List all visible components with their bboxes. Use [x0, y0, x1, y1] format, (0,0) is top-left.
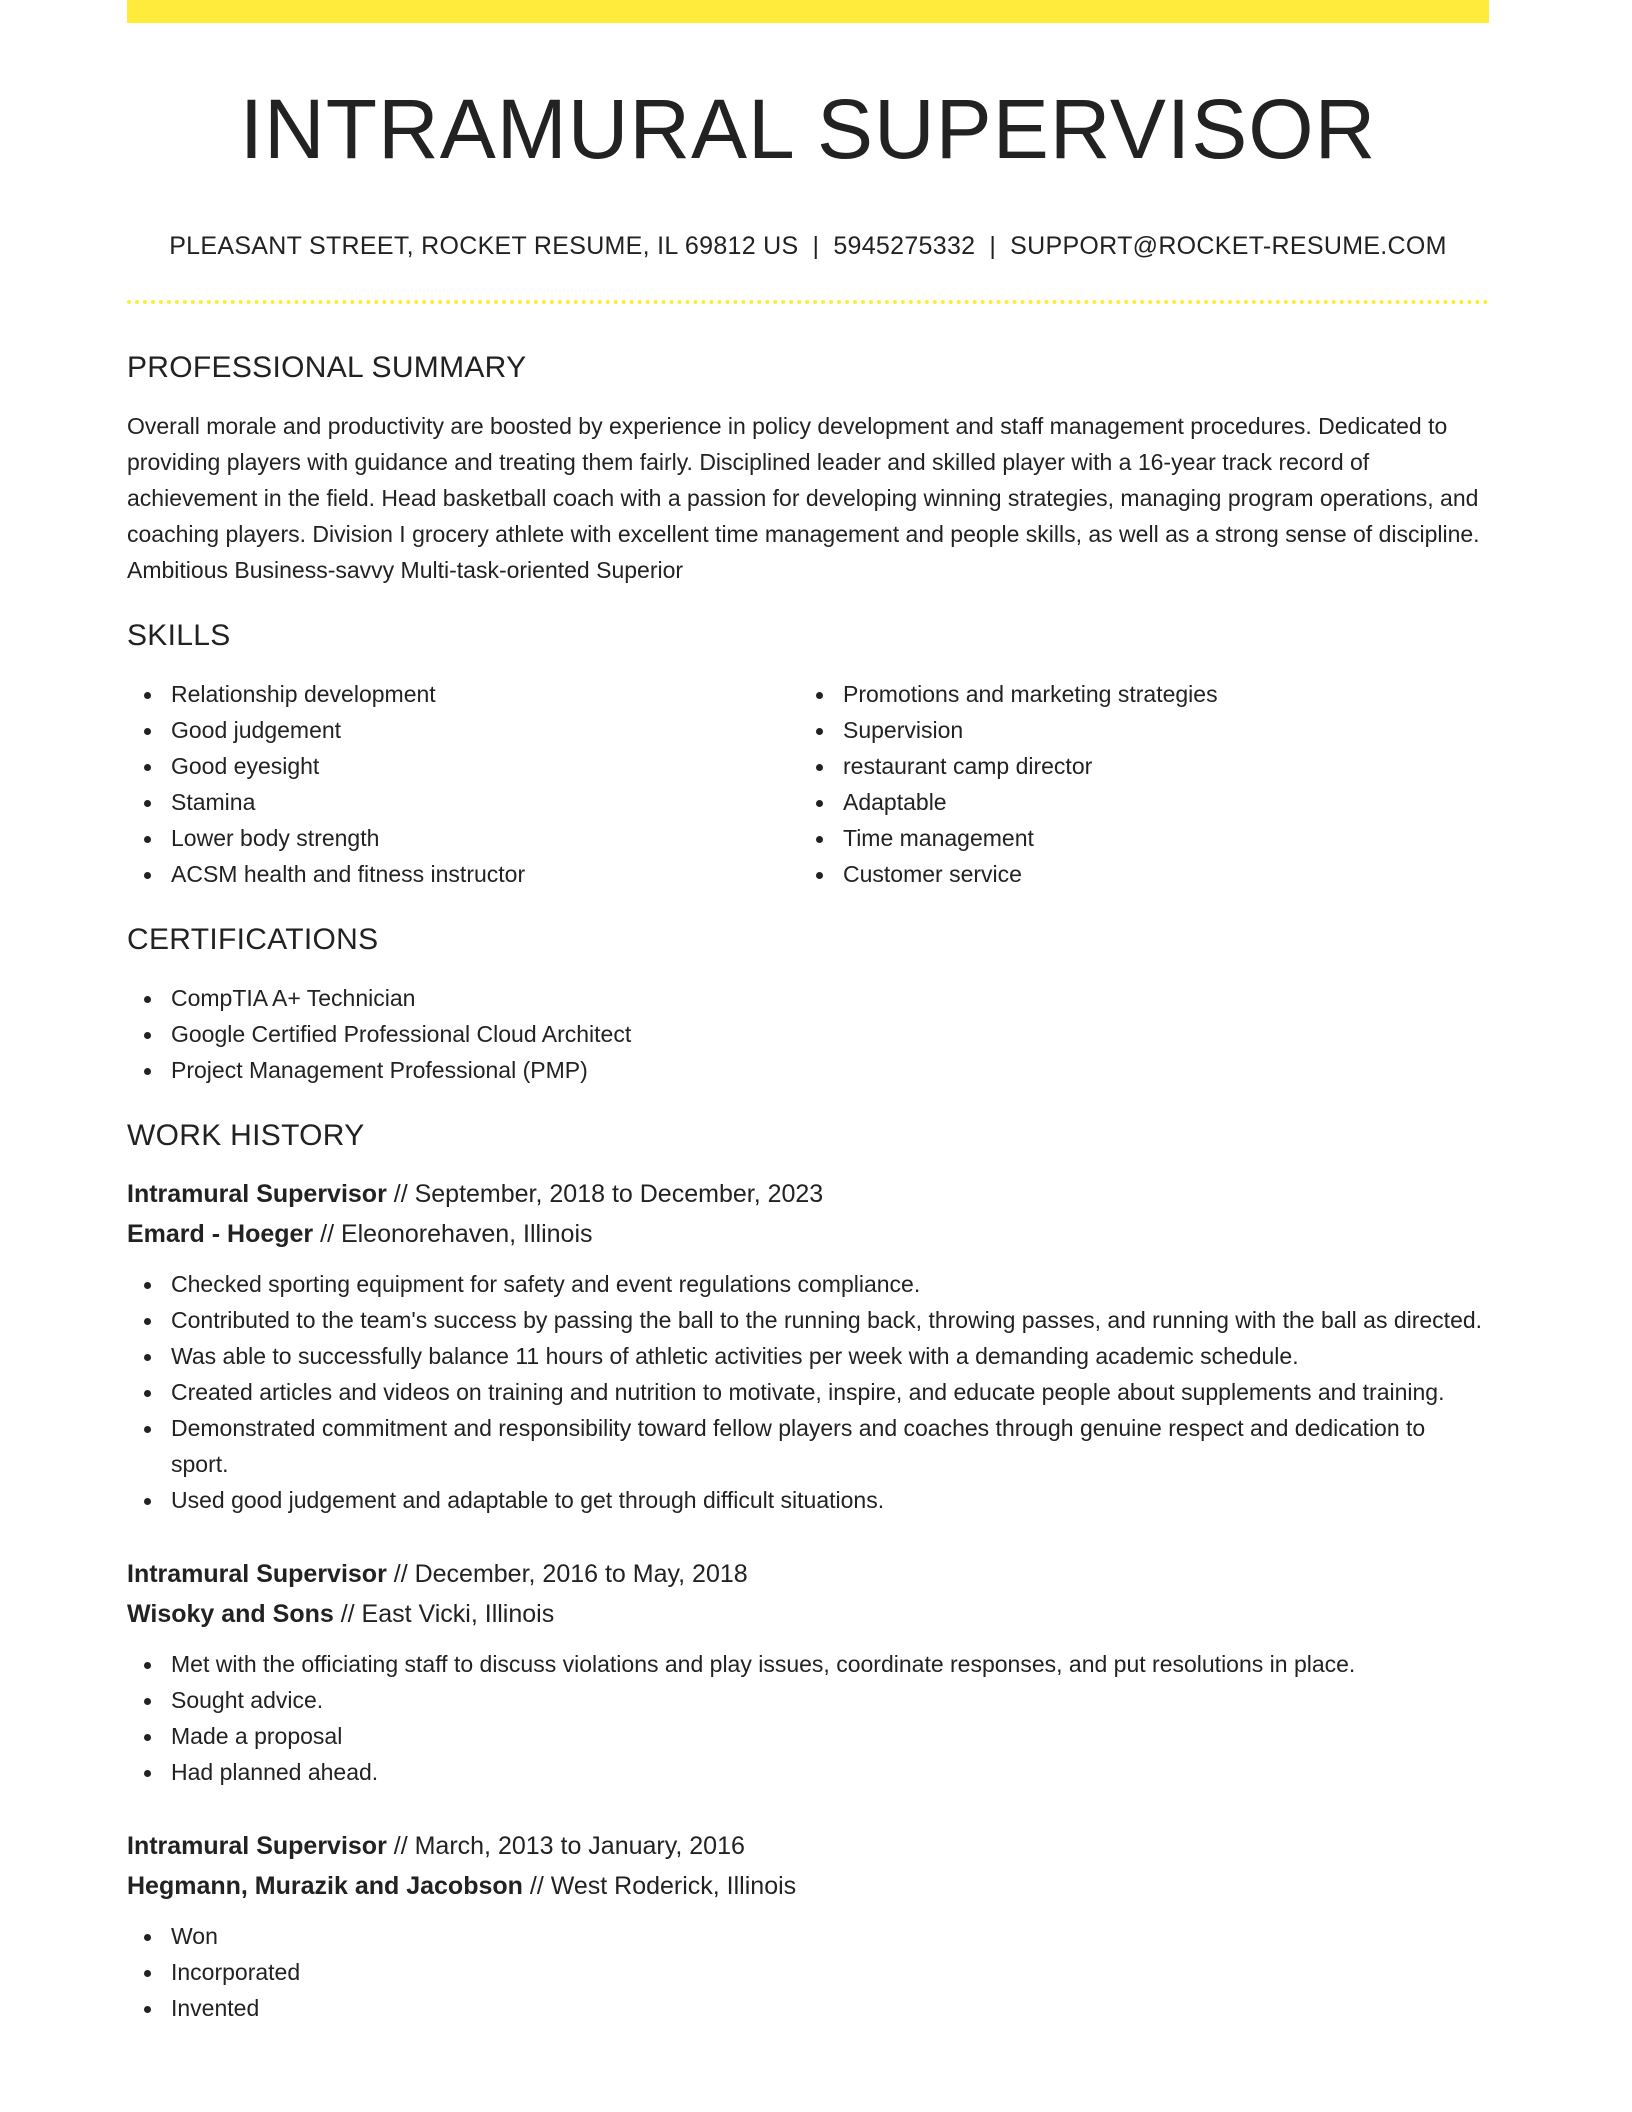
skill-item: Customer service — [799, 856, 1471, 892]
job-location: // East Vicki, Illinois — [333, 1600, 555, 1628]
job-bullet: Had planned ahead. — [127, 1754, 1489, 1790]
dotted-divider — [127, 300, 1489, 304]
job-dates: // March, 2013 to January, 2016 — [386, 1832, 745, 1860]
section-title-certifications: CERTIFICATIONS — [127, 923, 379, 956]
skill-item: Good eyesight — [127, 748, 799, 784]
job-bullet: Won — [127, 1918, 1489, 1954]
contact-separator: | — [812, 232, 820, 260]
job-company: Hegmann, Murazik and Jacobson — [127, 1872, 523, 1900]
skill-item: ACSM health and fitness instructor — [127, 856, 799, 892]
contact-phone: 5945275332 — [833, 232, 976, 260]
resume-name: INTRAMURAL SUPERVISOR — [239, 82, 1377, 176]
job-dates: // September, 2018 to December, 2023 — [386, 1180, 824, 1208]
certifications-list — [127, 980, 1489, 1088]
top-accent-bar — [127, 0, 1489, 23]
job-title-line — [127, 1174, 1489, 1214]
job-dates: // December, 2016 to May, 2018 — [386, 1560, 748, 1588]
job-bullet: Contributed to the team's success by passing the ball to the running back, throwing passes, and running with the ball as directed. — [127, 1302, 1489, 1338]
skills-list-right — [799, 676, 1471, 892]
skills-list-left — [127, 676, 799, 892]
job-company: Emard - Hoeger — [127, 1220, 314, 1248]
section-title-skills: SKILLS — [127, 619, 231, 652]
skill-item: Supervision — [799, 712, 1471, 748]
job-location: // Eleonorehaven, Illinois — [313, 1220, 593, 1248]
job-role: Intramural Supervisor — [127, 1180, 387, 1208]
section-title-work-history: WORK HISTORY — [127, 1119, 365, 1152]
job-title-line — [127, 1554, 1489, 1594]
job-bullets — [127, 1918, 1489, 2026]
section-title-summary: PROFESSIONAL SUMMARY — [127, 351, 527, 384]
contact-line — [127, 231, 1489, 261]
job-company: Wisoky and Sons — [127, 1600, 334, 1628]
job-company-line — [127, 1214, 1489, 1254]
job-bullet: Was able to successfully balance 11 hours of athletic activities per week with a demanding academic schedule. — [127, 1338, 1489, 1374]
skills-columns — [127, 676, 1489, 892]
job-bullet: Invented — [127, 1990, 1489, 2026]
job-company-line — [127, 1866, 1489, 1906]
certification-item: Project Management Professional (PMP) — [127, 1052, 1489, 1088]
skill-item: Time management — [799, 820, 1471, 856]
job-bullet: Created articles and videos on training and nutrition to motivate, inspire, and educate people about supplements and training. — [127, 1374, 1489, 1410]
job-role: Intramural Supervisor — [127, 1832, 387, 1860]
contact-separator: | — [989, 232, 997, 260]
skill-item: Good judgement — [127, 712, 799, 748]
job-entry — [127, 1826, 1489, 2026]
certification-item: Google Certified Professional Cloud Architect — [127, 1016, 1489, 1052]
job-role: Intramural Supervisor — [127, 1560, 387, 1588]
job-bullet: Checked sporting equipment for safety and event regulations compliance. — [127, 1266, 1489, 1302]
job-company-line — [127, 1594, 1489, 1634]
job-entry — [127, 1554, 1489, 1790]
job-bullet: Sought advice. — [127, 1682, 1489, 1718]
skill-item: Relationship development — [127, 676, 799, 712]
resume-page — [127, 0, 1489, 2026]
job-bullet: Made a proposal — [127, 1718, 1489, 1754]
skill-item: restaurant camp director — [799, 748, 1471, 784]
job-bullets — [127, 1646, 1489, 1790]
job-bullet: Demonstrated commitment and responsibility toward fellow players and coaches through genuine respect and dedication to sport. — [127, 1410, 1489, 1482]
summary-text: Overall morale and productivity are boosted by experience in policy development and staff management procedures. Dedicated to providing players with guidance and treating them fairly. Disciplined leader and skilled player with a 16-year track record of achievement in the field. Head basketball coach with a passion for developing winning strategies, managing program operations, and coaching players. Division I grocery athlete with excellent time management and people skills, as well as a strong sense of discipline. Ambitious Business-savvy Multi-task-oriented Superior — [127, 413, 1480, 583]
job-entry — [127, 1174, 1489, 1518]
job-bullet: Used good judgement and adaptable to get through difficult situations. — [127, 1482, 1489, 1518]
contact-email: SUPPORT@ROCKET-RESUME.COM — [1010, 232, 1447, 260]
skill-item: Adaptable — [799, 784, 1471, 820]
job-bullets — [127, 1266, 1489, 1518]
skill-item: Promotions and marketing strategies — [799, 676, 1471, 712]
certification-item: CompTIA A+ Technician — [127, 980, 1489, 1016]
job-bullet: Incorporated — [127, 1954, 1489, 1990]
skill-item: Lower body strength — [127, 820, 799, 856]
skill-item: Stamina — [127, 784, 799, 820]
contact-address: PLEASANT STREET, ROCKET RESUME, IL 69812 US — [169, 232, 799, 260]
job-location: // West Roderick, Illinois — [522, 1872, 797, 1900]
job-bullet: Met with the officiating staff to discuss violations and play issues, coordinate responses, and put resolutions in place. — [127, 1646, 1489, 1682]
job-title-line — [127, 1826, 1489, 1866]
